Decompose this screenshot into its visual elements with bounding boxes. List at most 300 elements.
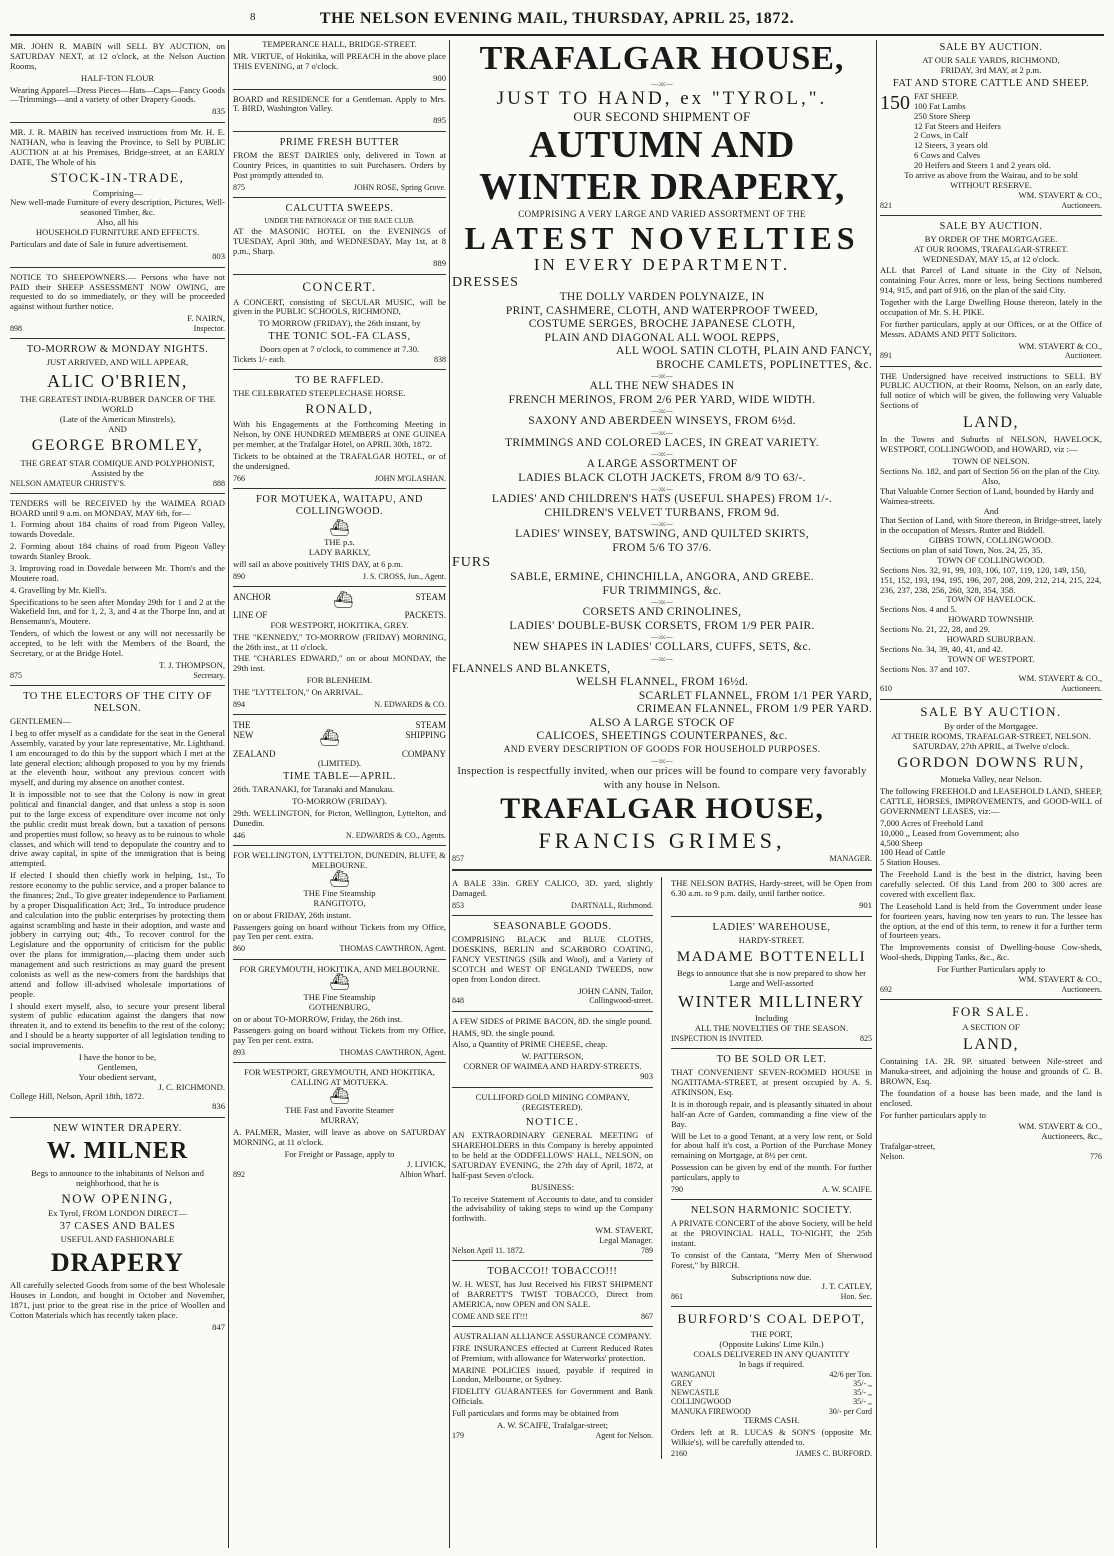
ad-body: Possession can be given by end of the month. For further particulars, apply to [671,1162,872,1183]
electors-letter [10,691,225,1112]
ad-number: 766 [233,473,245,483]
ad-text: NOTICE TO SHEEPOWNERS.— Persons who have not PAID their SHEEP ASSESSMENT NOW OWING, are requested to do so immediately, or they will be proceeded against without further notice. [10,271,225,312]
ad-number: 848 [452,996,464,1006]
ad-place: Albion Wharf. [399,1169,446,1179]
ad-number: 891 [880,351,892,361]
ad-line: WELSH FLANNEL, FROM 16½d. [575,676,749,688]
alliance-assurance-ad [452,1332,653,1440]
divider [10,338,225,339]
list-item: Also, [981,475,1001,486]
stock-count: 150 [880,91,910,114]
price-row [671,1379,872,1388]
butter-ad [233,137,446,192]
ad-role: Inspector. [193,324,225,334]
list-item: 4,500 Sheep [880,837,923,848]
ad-line: THE Fine Steamship [303,887,376,898]
column-rule [876,40,877,1548]
ad-line: THE Fine Steamship [303,991,376,1002]
list-item: Sections Nos. 4 and 5. [880,604,957,615]
masthead-rule [10,34,1104,36]
ad-body: It is impossible not to see that the Colony is now in great political and financial danger, and that unless a stop is soon put to the large excess of expenditure over income not only the public credit must break down, but a taxation of persons and properties must follow, so heavy as to be ruinous to whole classes, and which will tend to depopulate the country and to drive away capital, in spite of the immigration that is being attempted. [10,789,225,869]
ad-body: Tenders, of which the lowest or any will not necessarily be accepted, to be left with the Members of the Board, the Secretary, or at the Bridge Hotel. [10,628,225,658]
ad-text: THE Undersigned have received instructions to SELL BY PUBLIC AUCTION, at their Rooms, Nelson, on an early date, full notice of which will be given, the following very Valuable Sections of [880,370,1102,411]
divider [880,699,1102,700]
ad-number: 889 [433,257,446,268]
ad-line: JUST ARRIVED, AND WILL APPEAR, [46,357,189,368]
ad-signer: WM. STAVERT, [595,1225,653,1236]
ad-line: By order of the Mortgagee. [944,721,1038,732]
list-item: Sections No. 182, and part of Section 56 on the plan of the City. [880,466,1100,477]
list-item: Sections Nos. 32, 91, 99, 103, 106, 107, 119, 120, 149, 150, 151, 152, 193, 194, 195, 196, 207, 208, 209, 212, 214, 215, 224, 236, 237, 238, 256, 260, 328, 354, 358. [880,564,1102,595]
ad-line: New well-made Furniture of every description, Pictures, Well-seasoned Timber, &c. [10,197,225,218]
list-item: 100 Head of Cattle [880,847,946,858]
baths-ad [671,879,872,911]
list-item: TOWN OF NELSON. [952,456,1030,467]
masthead [0,10,1114,36]
ad-heading: NEW [233,730,254,741]
ad-text: COMPRISING BLACK and BLUE CLOTHS, DOESKINS, BERLIN and SCARBORO COATING, FANCY VESTINGS (Silk and Wool), and a Variety of SCOTCH and WEST OF ENGLAND TWEEDS, now open from London direct. [452,934,653,984]
divider [233,131,446,132]
ad-signer: T. J. THOMPSON, [159,659,225,670]
ad-line: Tickets 1/- each. [233,355,286,365]
dot-divider: —:o:— [651,654,673,663]
ad-body: The Freehold Land is the best in the district, having been carefully selected. Of this Land from 200 to 300 acres are covered with excellent flax. [880,869,1102,899]
list-item: And [983,505,999,516]
ad-line: FLANNELS AND BLANKETS, [452,662,611,675]
ad-signer: JAMES C. BURFORD. [795,1449,872,1459]
list-item: 6 Cows and Calves [914,150,981,161]
ad-line: ALL THE NEW SHADES IN [589,380,735,392]
ad-heading: FOR WELLINGTON, LYTTELTON, DUNEDIN, BLUFF, & MELBOURNE. [233,849,446,870]
ad-heading: SHIPPING [405,730,446,741]
divider [10,1117,225,1118]
ad-place: College Hill, Nelson, April 18th, 1872. [10,1091,144,1102]
sheepowners-notice [10,273,225,334]
ad-signer: J. C. RICHMOND. [158,1081,225,1092]
for-sale-ad [880,1005,1102,1161]
dot-divider: —:o:— [651,520,673,528]
list-item: 2 Cows, in Calf [914,130,968,141]
stock-list [880,92,1102,171]
anchor-line-ad [233,592,446,709]
ad-line: WEDNESDAY, MAY 15, at 12 o'clock. [922,253,1060,264]
ad-number: 860 [233,944,245,954]
ad-line: JUST TO HAND, ex "TYROL,". [496,88,828,109]
ad-line: NOW OPENING, [61,1190,174,1206]
ad-heading: TO THE ELECTORS OF THE CITY OF NELSON. [23,690,212,714]
ad-body: To receive Statement of Accounts to date, and to consider the advisability of taking steps to wind up the Company forthwith. [452,1193,653,1224]
divider [880,215,1102,216]
ad-line: FRIDAY, 3rd MAY, at 2 p.m. [940,64,1042,75]
ad-signer: F. NAIRN, [187,313,225,324]
ad-role: Hon. Sec. [840,1292,872,1302]
ad-text: HAMS, 9D. the single pound. [452,1027,555,1038]
divider [452,869,872,871]
ad-line: THE GREATEST INDIA-RUBBER DANCER OF THE WORLD [20,393,215,414]
divider [880,999,1102,1000]
ad-line: PRINT, CASHMERE, CLOTH, AND WATERPROOF TWEED, [505,304,819,317]
divider [452,1011,653,1012]
ad-line: IN EVERY DEPARTMENT. [533,255,791,274]
ad-body: Passengers going on board without Tickets from my Office, pay Ten per cent. extra. [233,1025,446,1046]
divider [452,1326,653,1327]
column-1 [10,40,225,1550]
ad-line: HARDY-STREET. [738,934,805,945]
ad-line: BUSINESS: [531,1181,574,1192]
seasonable-goods-ad [452,921,653,1006]
ad-number: 692 [880,984,892,994]
list-item: 12 Steers, 3 years old [914,140,988,151]
ad-line: Doors open at 7 o'clock, to commence at 7.30. [259,344,420,355]
ad-place: Nelson April 11. 1872. [452,1245,525,1255]
ad-heading: CULLIFORD GOLD MINING COMPANY, [475,1091,630,1102]
ad-heading: NOTICE. [525,1115,580,1128]
ad-line: Comprising— [92,187,143,198]
ad-line: COSTUME SERGES, BROCHE JAPANESE CLOTH, [528,318,796,330]
ad-heading: SEASONABLE GOODS. [493,921,612,933]
ship-name: GOTHENBURG, [308,1001,371,1012]
ad-number: 895 [433,115,446,126]
ad-role: Auctioneers. [1061,984,1102,994]
ad-line: Assisted by the [91,467,144,478]
ad-line: SATURDAY, 27th APRIL, at Twelve o'clock. [912,741,1070,752]
ad-number: 890 [233,571,245,581]
coal-name: COLLINGWOOD [671,1397,731,1407]
ad-heading: TO BE RAFFLED. [295,375,384,387]
ad-body: The Improvements consist of Dwelling-house Cow-sheds, Wool-sheds, Dipping Tanks, &c., &c. [880,942,1102,963]
ad-line: AND [108,423,127,434]
ad-heading: LADIES' WAREHOUSE, [712,921,831,933]
millinery-ad [671,922,872,1043]
ad-body: A. PALMER, Master, will leave as above on SATURDAY MORNING, at 11 o'clock. [233,1127,446,1148]
ad-heading: CONCERT. [302,278,377,294]
ad-line: INSPECTION IS INVITED. [671,1034,764,1044]
dot-divider: —:o:— [651,450,673,458]
price-row [671,1388,872,1397]
ad-number: 847 [212,1321,225,1332]
column-rule [661,877,663,1458]
ad-number: 892 [233,1169,245,1179]
ad-text: BOARD and RESIDENCE for a Gentleman. Apply to Mrs. T. BIRD, Washington Valley. [233,93,446,114]
ad-number: 861 [671,1292,683,1302]
harmonic-society-ad [671,1205,872,1301]
gordon-downs-auction-ad [880,705,1102,995]
calcutta-ad [233,203,446,269]
ad-body: will sail as above positively THIS DAY, at 6 p.m. [233,559,403,569]
ad-heading: STEAM [415,592,446,603]
ad-line: OUR SECOND SHIPMENT OF [573,109,751,124]
ship-name: RANGITOTO, [313,897,366,908]
ad-signer: J. LIVICK, [407,1158,446,1169]
ad-place: Collingwood-street. [589,996,653,1006]
ad-heading: PACKETS. [404,610,446,621]
ad-role: MANAGER. [829,854,872,863]
ad-text: Also, a Quantity of PRIME CHEESE, cheap. [452,1039,608,1050]
ad-role: Auctioneers. [1061,200,1102,210]
ad-number: 867 [641,1311,653,1321]
ad-line: LADIES' DOUBLE-BUSK CORSETS, FROM 1/9 PER PAIR. [509,619,815,632]
divider [10,493,225,494]
ad-line: For Freight or Passage, apply to [284,1148,395,1159]
ad-heading: CALCUTTA SWEEPS. [285,203,394,214]
ad-line: A SECTION OF [962,1021,1020,1032]
ad-text: AN EXTRAORDINARY GENERAL MEETING of SHAREHOLDERS in this Company is hereby appointed to be held at the ODDFELLOWS' HALL, NELSON, on SATURDAY EVENING, the 27th day of April, 1872, at half-past Seven o'clock. [452,1130,653,1180]
ad-signer: J. T. CATLEY, [821,1281,872,1292]
list-item: That Section of Land, with Store thereon, in Bridge-street, lately in the occupation of Messrs. Rutter and Biddell. [880,515,1102,536]
ad-signer: W. PATTERSON, [521,1051,584,1062]
ad-body: The Leasehold Land is held from the Government under lease for fourteen years, having now ten years to run. The lessee has the option, at the end of this term, to renew it for a further term of fourteen years. [880,900,1102,941]
ad-signer: THOMAS CAWTHRON, Agent. [339,944,446,954]
ad-line: COALS DELIVERED IN ANY QUANTITY [693,1349,850,1360]
ad-body: With his Engagements at the Forthcoming Meeting in Nelson, by ONE HUNDRED MEMBERS at ONE GUINEA per member, at the Trafalgar Hotel, on APRIL 30th, 1872. [233,419,446,449]
ad-line: (REGISTERED). [522,1101,583,1112]
divider [10,685,225,686]
ad-signer: J. S. CROSS, Jun., Agent. [362,571,446,581]
ad-number: 857 [452,854,464,863]
ad-line: BY ORDER OF THE MORTGAGEE. [924,233,1058,244]
ad-big-title: TRAFALGAR HOUSE, [500,792,824,825]
station-name: GORDON DOWNS RUN, [897,755,1085,772]
section-heading: FURS [452,555,492,570]
ad-text: Containing 1A. 2R. 9P. situated between Nile-street and Manuka-street, and adjoining the house and grounds of C. B. BROWN, Esq. [880,1056,1102,1086]
ad-heading: NEW WINTER DRAPERY. [53,1123,182,1135]
list-item: 12 Fat Steers and Heifers [914,120,1001,131]
section-heading: DRESSES [452,275,519,290]
column-4 [671,877,872,1458]
ad-body: In the Towns and Suburbs of NELSON, HAVELOCK, WESTPORT, COLLINGWOOD, and HOWARD, viz :— [880,434,1102,455]
ad-number: 446 [233,830,245,840]
ad-number: 610 [880,684,892,694]
coal-price: 35/- ,, [853,1397,872,1407]
ad-signer: N. EDWARDS & CO. [374,699,446,709]
steamship-icon: ⛴ [319,730,340,748]
ad-body: Passengers going on board without Tickets from my Office, pay Ten per cent. extra. [233,921,446,942]
newspaper-title: THE NELSON EVENING MAIL, THURSDAY, APRIL 25, 1872. [319,10,795,27]
divider [671,1199,872,1200]
temperance-ad [233,40,446,84]
raffle-ad [233,375,446,482]
mortgagee-auction-ad [880,221,1102,361]
ad-body: THE "LYTTELTON," On ARRIVAL. [233,687,363,698]
divider [671,916,872,917]
ad-line: (Opposite Lukins' Lime Kiln.) [719,1339,824,1350]
milner-drapery-ad [10,1123,225,1332]
ad-line: TO-MORROW (FRIDAY). [292,796,387,806]
ad-body: If elected I should then chiefly work in helping, 1st., To restore economy to the public service, and a proper balance to the finances; 2nd., To give greater independence to Parliament by a proper Disqualification Act; 3rd., To introduce prudence and calculation into the public enterprises by protecting them against scrambling and haste in their adoption, and waste and jobbery in carrying out; 4th., To recover control for the Legislature and the opportunity of criticism for the public over the plans for immigration,—placing them under such management and such restrictions as may guard the present colonists as well as the new-comers from the hardships that attend and follow ill-advised wholesale importations of people. [10,870,225,999]
ad-signer: A. W. SCAIFE. [821,1184,872,1194]
list-item: Sections No. 21, 22, 28, and 29. [880,624,991,635]
ad-body: THE "KENNEDY," TO-MORROW (FRIDAY) MORNING, the 26th inst., at 11 o'clock. [233,631,446,652]
ad-line: COME AND SEE IT!!! [452,1311,528,1321]
ad-text: The following FREEHOLD and LEASEHOLD LAND, SHEEP, CATTLE, HORSES, IMPROVEMENTS, and GOOD-WILL of GOVERNMENT LEASES, viz:— [880,786,1102,816]
ad-signer: A. W. SCAIFE, Trafalgar-street; [496,1419,609,1430]
ad-line: FOR WESTPORT, HOKITIKA, GREY. [270,619,409,630]
ad-text: MR. VIRTUE, of Hokitika, will PREACH in the above place THIS EVENING, at 7 o'clock. [233,50,446,71]
ad-text: TENDERS will be RECEIVED by the WAIMEA ROAD BOARD until 9 a.m. on MONDAY, MAY 6th, for— [10,497,225,518]
ad-heading: TEMPERANCE HALL, BRIDGE-STREET. [262,40,417,49]
dot-divider: —:o:— [651,407,673,415]
ad-signer: JOHN ROSE, Spring Grove. [353,182,446,192]
ad-line: CALICOES, SHEETINGS COUNTERPANES, &c. [536,730,788,742]
ad-number: 838 [434,355,446,365]
dot-divider: —:o:— [651,372,673,380]
ad-big-title: TRAFALGAR HOUSE, [479,40,845,77]
ad-body: I should exert myself, also, to secure your present liberal system of public education against the dangers that now threaten it, and to extend its benefits to the rest of the colony; and I should be a hearty supporter of all legislation tending to social improvements. [10,1000,225,1051]
ad-signer: WM. STAVERT & CO., [1018,1121,1102,1132]
ad-heading: FOR GREYMOUTH, HOKITIKA, AND MELBOURNE. [239,963,440,974]
ad-line: Motueka Valley, near Nelson. [940,774,1042,785]
list-item: 1. Forming about 184 chains of road from Pigeon Valley, towards Dovedale. [10,519,225,540]
ad-text: AT the MASONIC HOTEL on the EVENINGS of TUESDAY, April 30th, and WEDNESDAY, May 1st, at 8 p.m., Sharp. [233,226,446,256]
board-ad [233,95,446,127]
ad-heading: SALE BY AUCTION. [939,220,1043,232]
ad-number: 835 [212,106,225,117]
motueka-ad [233,494,446,581]
column-3 [452,877,653,1458]
list-item: 2. Forming about 184 chains of road from Pigeon Valley towards Stanley Brook. [10,541,225,562]
ad-body: FIDELITY GUARANTEES for Government and Bank Officials. [452,1386,653,1407]
list-item: TOWN OF HAVELOCK. [946,594,1036,605]
list-item: 100 Fat Lambs [914,100,966,111]
ad-line: Begs to announce that she is now prepared to show her Large and Well-assorted [676,968,867,988]
ad-heading: SALE BY AUCTION. [920,703,1062,719]
divider [233,369,446,370]
murray-ad [233,1068,446,1179]
coal-name: NEWCASTLE [671,1388,720,1398]
ad-line: ALL THE NOVELTIES OF THE SEASON. [694,1023,849,1034]
dot-divider: —:o:— [651,633,673,641]
ad-line: AND EVERY DESCRIPTION OF GOODS FOR HOUSEHOLD PURPOSES. [503,744,821,755]
list-item: TOWN OF COLLINGWOOD. [937,554,1045,565]
ad-role: Legal Manager. [599,1235,653,1246]
ad-line: SAXONY AND ABERDEEN WINSEYS, FROM 6½d. [528,415,796,427]
dot-divider: —:o:— [651,757,673,765]
ad-line: CHILDREN'S VELVET TURBANS, FROM 9d. [544,506,780,519]
ad-number: 790 [671,1184,683,1194]
ad-line: BROCHE CAMLETS, POPLINETTES, &c. [656,358,872,371]
entertainment-ad [10,344,225,487]
ad-line: WITHOUT RESERVE. [950,179,1032,190]
divider [452,1087,653,1088]
ad-body: I beg to offer myself as a candidate for the seat in the General Assembly, vacated by your late representative, Mr. Lightband. I am encouraged to do this by the support which I met at the late general election; although proposed to you by my friends at the eleventh hour, without any previous concert with myself, and during my absence on another contest. [10,727,225,788]
stock-in-trade-ad [10,128,225,262]
list-item: GIBBS TOWN, COLLINGWOOD. [929,535,1053,546]
ad-number: 888 [213,478,225,488]
culliford-ad [452,1093,653,1255]
ad-number: 903 [640,1071,653,1081]
ad-heading: STEAM [415,720,446,731]
ad-heading: SALE BY AUCTION. [939,42,1043,53]
house-sale-ad [671,1054,872,1194]
ad-body: Wearing Apparel—Dress Pieces—Hats—Caps—Fancy Goods—Trimmings—and a variety of other Drapery Goods. [10,84,225,105]
ad-line: FOR BLENHEIM. [306,675,373,686]
ad-big-title: WINTER MILLINERY [678,991,865,1011]
divider [233,959,446,960]
ad-number: 894 [233,699,245,709]
ad-heading: FOR WESTPORT, GREYMOUTH, AND HOKITIKA, [244,1067,435,1078]
ad-line: SCARLET FLANNEL, FROM 1/1 PER YARD, [638,689,872,702]
ad-text: A BALE 33in. GREY CALICO, 3D. yard, slightly Damaged. [452,878,653,899]
ad-line: CRIMEAN FLANNEL, FROM 1/9 PER YARD. [636,703,872,715]
ad-heading: ANCHOR [233,592,272,603]
ship-name: MURRAY, [320,1115,359,1126]
divider [233,89,446,90]
ad-line: Subscriptions now due. [731,1271,812,1282]
ad-line: For Further Particulars apply to [936,964,1046,975]
ad-line: CALLING AT MOTUEKA. [291,1077,388,1088]
ad-heading: TOBACCO!! TOBACCO!!! [487,1266,618,1278]
ad-heading: BURFORD'S COAL DEPOT, [677,1311,866,1327]
ad-text: A PRIVATE CONCERT of the above Society, will be held at the PROVINCIAL HALL, TO-NIGHT, the 25th instant. [671,1218,872,1248]
ad-number: 789 [641,1245,653,1255]
list-item: FAT SHEEP. [914,90,959,101]
ad-body: Tickets to be obtained at the TRAFALGAR HOTEL, or of the undersigned. [233,450,446,471]
ad-line: Including [755,1013,788,1024]
column-5 [880,40,1102,1550]
ad-body: THE "CHARLES EDWARD," on or about MONDAY, the 29th inst. [233,653,446,674]
ad-line: LADIES' WINSEY, BATSWING, AND QUILTED SKIRTS, [515,528,809,540]
ad-heading: LINE OF [233,610,268,621]
coal-price: 35/- ,, [853,1388,872,1398]
ad-heading: HALF-TON FLOUR [80,72,155,83]
ad-place: CORNER OF WAIMEA AND HARDY-STREETS. [463,1061,642,1072]
ad-role: Auctioneer. [1064,351,1102,361]
coal-price: 35/- ,, [853,1379,872,1389]
ad-number: 2160 [671,1449,687,1459]
ad-body: All carefully selected Goods from some of the best Wholesale Houses in London, and bought in October and November, 1871, just prior to the great rise in the price of Woollen and Cotton Materials which has recently taken place. [10,1280,225,1320]
ad-line: TO MORROW (FRIDAY), the 26th instant, by [258,318,421,329]
ad-line: COMPRISING A VERY LARGE AND VARIED ASSORTMENT OF THE [518,208,806,219]
mabin-flour-ad [10,42,225,117]
ad-text: THE NELSON BATHS, Hardy-street, will be Open from 6.30 a.m. to 9 p.m. daily, until farther notice. [671,878,872,899]
ad-heading: TO BE SOLD OR LET. [716,1054,827,1066]
steamship-icon: ⛴ [329,1088,350,1106]
ad-number: 875 [233,182,245,192]
divider [880,366,1102,367]
ad-number: 836 [212,1101,225,1112]
list-item: TOWN OF WESTPORT. [947,653,1035,664]
ad-number: 901 [859,899,872,910]
ad-signer: THOMAS CAWTHRON, Agent. [339,1048,446,1058]
divider [671,1306,872,1307]
coal-name: MANUKA FIREWOOD [671,1406,751,1416]
divider [233,197,446,198]
ad-place: Trafalgar-street, [880,1141,936,1152]
divider [10,122,225,123]
ad-body: Together with the Large Dwelling House thereon, lately in the occupation of Mr. S. H. PIKE. [880,297,1102,317]
list-item: 3. Improving road in Dovedale between Mr. Thorn's and the Moutere road. [10,562,225,583]
ad-line: SABLE, ERMINE, CHINCHILLA, ANGORA, AND GREBE. [510,571,814,583]
ad-line: I have the honor to be, [78,1051,157,1062]
ad-line: THE GREAT STAR COMIQUE AND POLYPHONIST, [20,457,215,468]
ad-signer: WM. STAVERT & CO., [1018,189,1102,200]
ad-line: A LARGE ASSORTMENT OF [586,458,738,470]
ad-place: Nelson. [880,1152,905,1162]
ad-line: FUR TRIMMINGS, &c. [602,584,722,597]
ad-heading: STOCK-IN-TRADE, [50,169,185,185]
ad-line: 37 CASES AND BALES [59,1221,176,1233]
divider [452,1260,653,1261]
ad-heading: TO-MORROW & MONDAY NIGHTS. [26,344,209,356]
divider [233,488,446,489]
ad-line: Gentlemen, [97,1061,138,1072]
coal-price: 30/- per Cord [828,1406,872,1416]
ad-line: TRIMMINGS AND COLORED LACES, IN GREAT VARIETY. [505,436,819,449]
performer-name: GEORGE BROMLEY, [31,437,204,455]
ad-text: THAT CONVENIENT SEVEN-ROOMED HOUSE in NGATITAMA-STREET, at present occupied by A. S. ATKINSON, Esq. [671,1067,872,1098]
ad-heading: PRIME FRESH BUTTER [279,137,400,149]
ad-heading: ZEALAND [233,748,276,759]
